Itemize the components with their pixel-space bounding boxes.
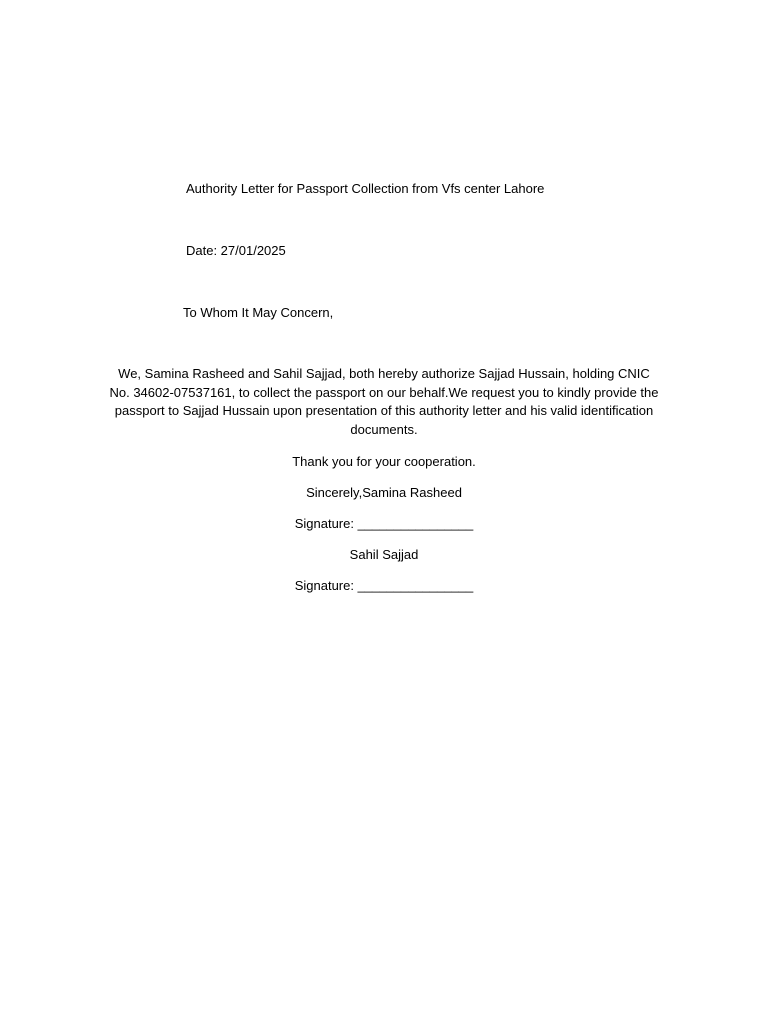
signer-name-2: Sahil Sajjad [349,547,419,562]
letter-title: Authority Letter for Passport Collection from Vfs center Lahore [186,181,545,196]
letter-salutation: To Whom It May Concern, [183,305,334,320]
letter-thanks: Thank you for your cooperation. [292,454,476,469]
signature-line-2: Signature: ________________ [294,578,474,593]
letter-body: We, Samina Rasheed and Sahil Sajjad, both hereby authorize Sajjad Hussain, holding CNIC No. 34602-07537161, to collect the passport on our behalf.We request you to kindly provide the passport to Sajjad Hussain upon presentation of this authority letter and his valid identification documents. [109,366,659,438]
signature-line-1: Signature: ________________ [294,516,474,531]
letter-closing: Sincerely,Samina Rasheed [306,485,462,500]
letter-date: Date: 27/01/2025 [186,243,286,258]
